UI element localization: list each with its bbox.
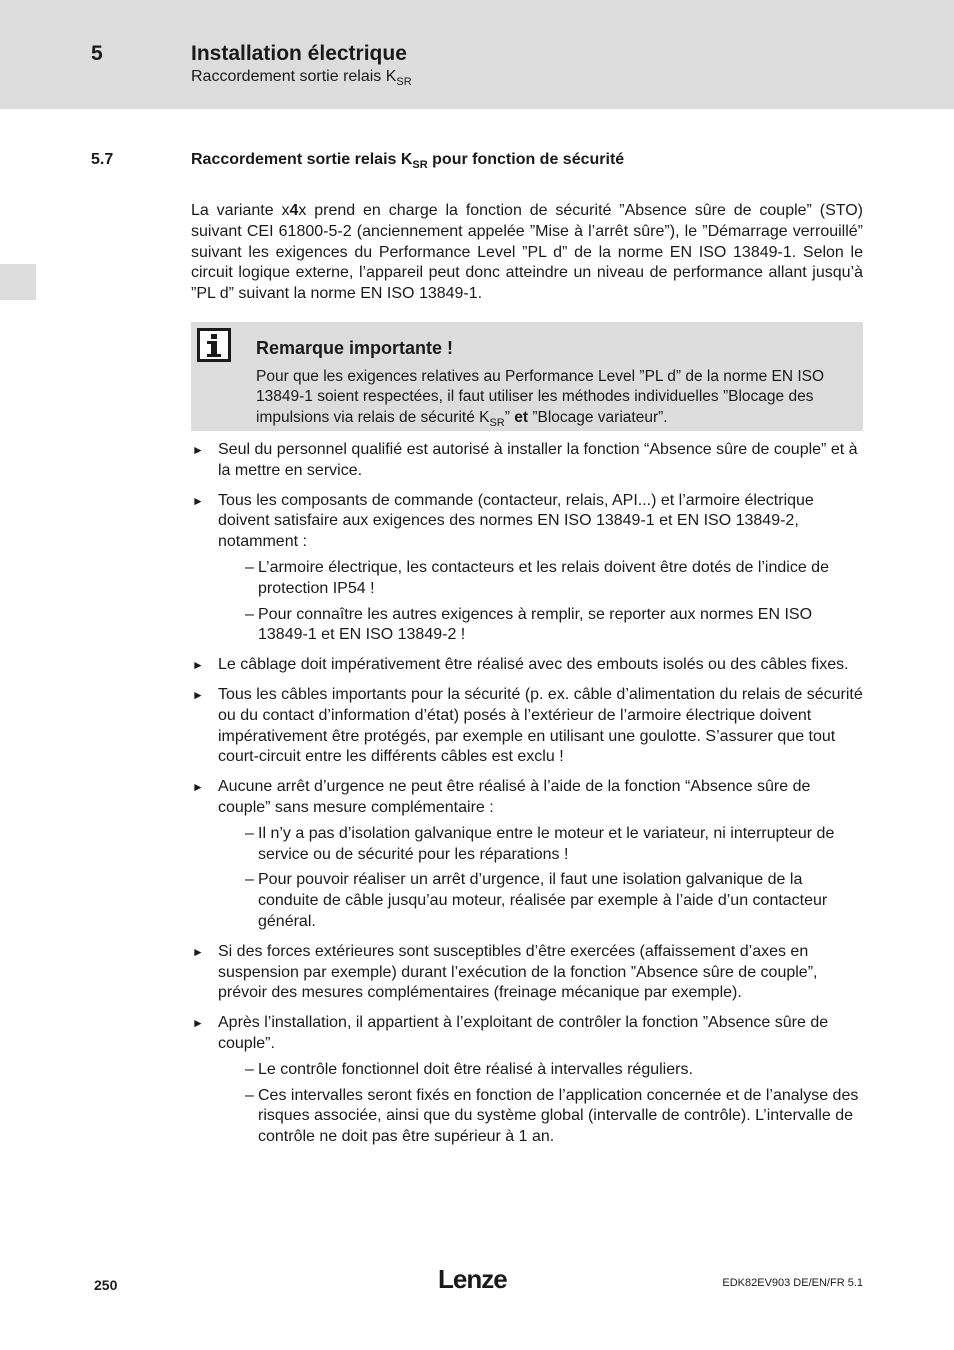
- bullet-arrow-icon: ►: [192, 1016, 204, 1031]
- side-tab-marker: [0, 264, 36, 300]
- sub-text: Il n’y a pas d’isolation galvanique entre le moteur et le variateur, ni interrupteur de service ou de sécurité pour les réparations !: [258, 824, 835, 863]
- bullet-text: Après l’installation, il appartient à l’exploitant de contrôler la fonction ”Absence sûre de couple”.: [218, 1014, 829, 1052]
- sub-dash: –: [245, 558, 254, 576]
- sub-dash: –: [245, 871, 254, 889]
- important-note-box: [191, 322, 863, 431]
- bullet-text: Seul du personnel qualifié est autorisé à installer la fonction “Absence sûre de couple” et à la mettre en service.: [218, 441, 858, 479]
- bullet-item: [191, 685, 863, 768]
- bullet-arrow-icon: ►: [192, 687, 204, 702]
- sub-item: [218, 558, 863, 600]
- bullet-arrow-icon: ►: [192, 658, 204, 673]
- bullet-text: Aucune arrêt d’urgence ne peut être réalisé à l’aide de la fonction “Absence sûre de couple” sans mesure complémentaire :: [218, 778, 811, 816]
- sub-item: [218, 1086, 863, 1148]
- sub-text: Le contrôle fonctionnel doit être réalisé à intervalles réguliers.: [258, 1060, 693, 1078]
- sub-item: [218, 824, 863, 866]
- section-title: Raccordement sortie relais $K_{SR}$ pour fonction de sécurité: [191, 151, 625, 171]
- bullet-item: [191, 942, 863, 1004]
- bullet-item: [191, 491, 863, 647]
- bullet-arrow-icon: ►: [192, 443, 204, 457]
- sub-dash: –: [245, 1086, 254, 1104]
- bullet-item: [191, 655, 863, 676]
- bullet-item: [191, 1013, 863, 1148]
- note-title: Remarque importante !: [256, 338, 454, 358]
- sub-dash: –: [245, 605, 254, 623]
- bullet-item: [191, 777, 863, 933]
- bullet-text: Tous les composants de commande (contacteur, relais, API...) et l’armoire électrique doivent satisfaire aux exigences des normes EN ISO 13849-1 et EN ISO 13849-2, notamment :: [218, 491, 814, 551]
- chapter-subtitle: Raccordement sortie relais $K_{SR}$: [191, 68, 412, 88]
- sub-text: L’armoire électrique, les contacteurs et les relais doivent être dotés de l’indice de protection IP54 !: [258, 558, 829, 597]
- bullet-text: Tous les câbles importants pour la sécurité (p. ex. câble d’alimentation du relais de sécurité ou du contact d’information d’état) posés à l’extérieur de l’armoire électrique doivent impérativement être protégés, par exemple en utilisant une goulotte. S’assurer que tout court-circuit entre les différents câbles est exclu !: [218, 685, 863, 766]
- bullet-arrow-icon: ►: [192, 944, 204, 959]
- sub-text: Pour pouvoir réaliser un arrêt d’urgence, il faut une isolation galvanique de la conduite de câble jusqu’au moteur, réalisée par exemple à l’aide d’un contacteur général.: [258, 871, 828, 930]
- document-reference: EDK82EV903 DE/EN/FR 5.1: [722, 1277, 863, 1289]
- intro-paragraph: La variante x4x prend en charge la fonction de sécurité ”Absence sûre de couple” (STO) suivant CEI 61800-5-2 (anciennement appelée ”Mise à l’arrêt sûre”), le ”Démarrage verrouillé” suivant les exigences du Performance Level ”PL d” de la norme EN ISO 13849-1. Selon le circuit logique externe, l’appareil peut donc atteindre un niveau de performance allant jusqu’à ”PL d” suivant la norme EN ISO 13849-1.: [191, 202, 864, 303]
- bullet-text: Le câblage doit impérativement être réalisé avec des embouts isolés ou des câbles fixes.: [218, 656, 849, 674]
- sub-item: [218, 870, 863, 932]
- sub-item: [218, 1060, 863, 1081]
- bullet-item: [191, 440, 863, 482]
- section-number: 5.7: [91, 151, 114, 168]
- page-number: 250: [94, 1277, 118, 1293]
- sub-dash: –: [245, 824, 254, 842]
- bullet-text: Si des forces extérieures sont susceptibles d’être exercées (affaissement d’axes en suspension par exemple) durant l’exécution de la fonction ”Absence sûre de couple”, prévoir des mesures complémentaires (freinage mécanique par exemple).: [218, 942, 818, 1002]
- chapter-number: 5: [91, 42, 103, 65]
- safety-bullet-list: [191, 440, 863, 1157]
- chapter-title: Installation électrique: [191, 42, 407, 65]
- sub-text: Pour connaître les autres exigences à remplir, se reporter aux normes EN ISO 13849-1 et EN ISO 13849-2 !: [258, 605, 813, 644]
- sub-item: [218, 605, 863, 647]
- chapter-header: [0, 0, 954, 109]
- sub-text: Ces intervalles seront fixés en fonction de l’application concernée et de l’analyse des risques associée, ainsi que du système global (intervalle de contrôle). L’intervalle de contrôle ne doit pas être supérieur à 1 an.: [258, 1086, 859, 1146]
- note-text: Pour que les exigences relatives au Performance Level ”PL d” de la norme EN ISO 13849-1 soient respectées, il faut utiliser les méthodes individuelles ”Blocage des impulsions via relais de sécurité $K_{SR}$” et ”Blocage variateur”.: [256, 368, 825, 429]
- bullet-arrow-icon: ►: [192, 780, 204, 795]
- bullet-arrow-icon: ►: [192, 493, 204, 508]
- info-icon: [197, 328, 231, 362]
- sub-dash: –: [245, 1060, 254, 1078]
- lenze-logo: Lenze: [438, 1264, 507, 1294]
